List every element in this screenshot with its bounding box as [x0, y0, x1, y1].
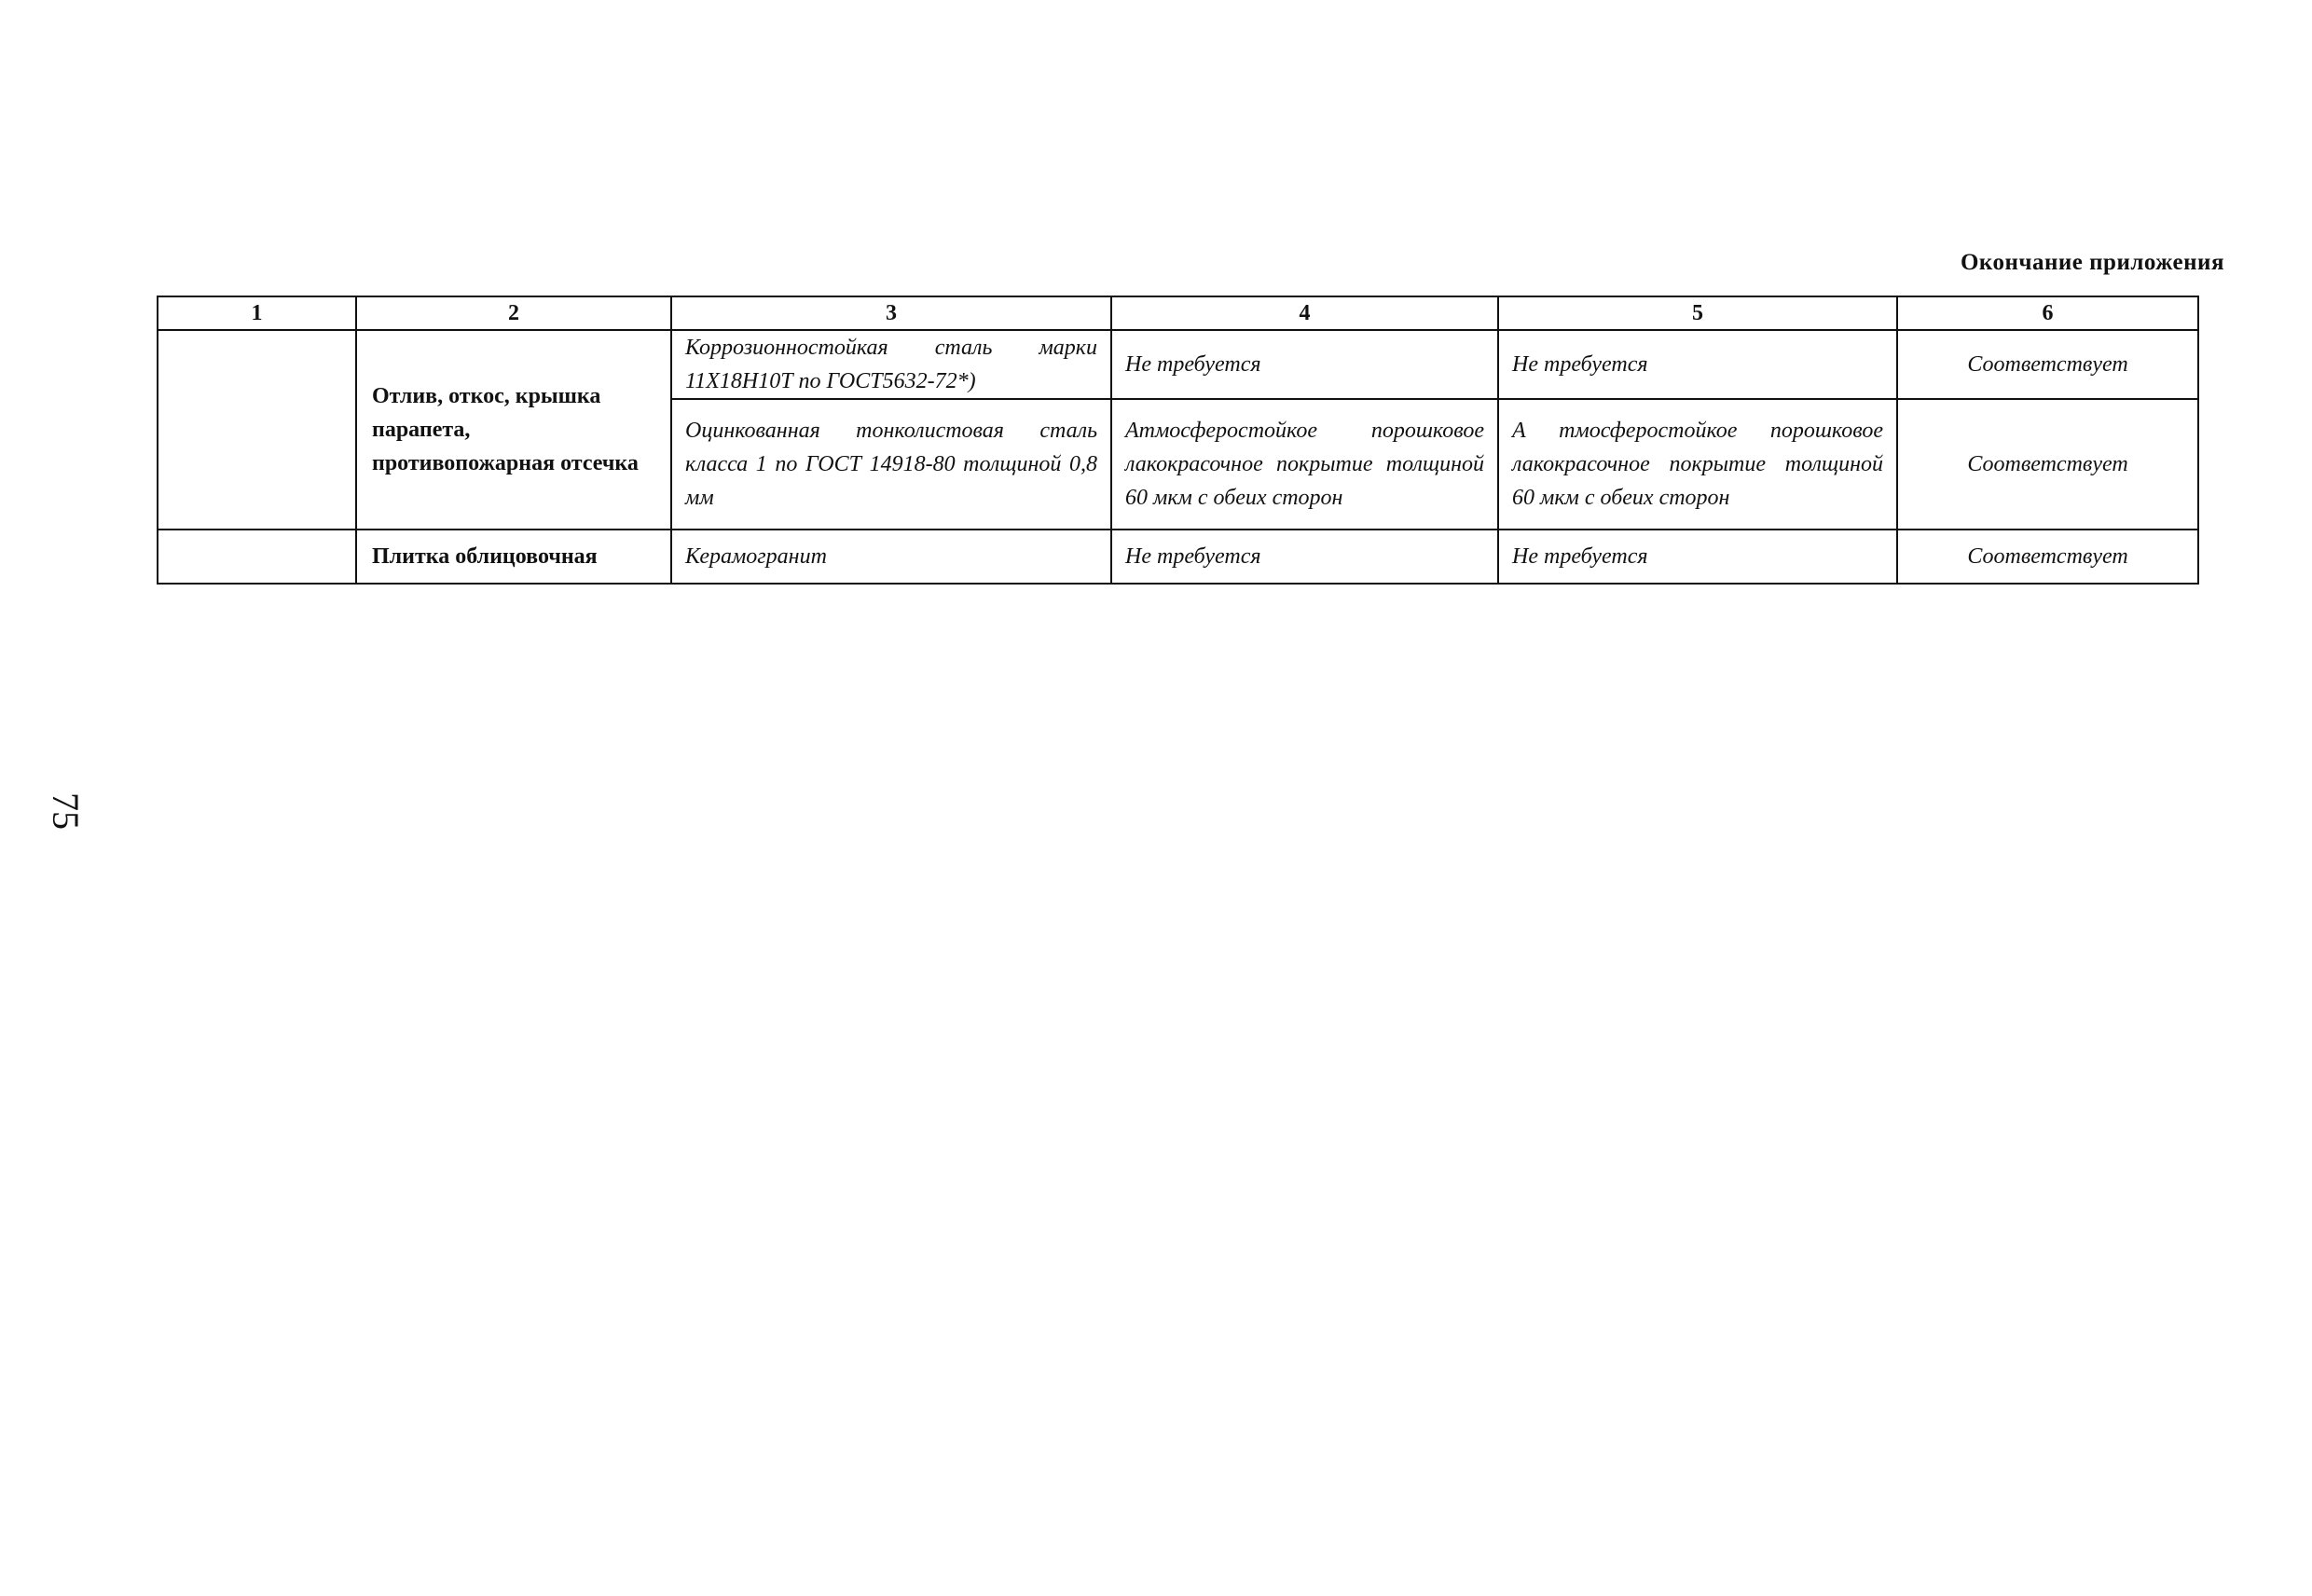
column-header: 4 [1111, 296, 1498, 330]
column-header: 2 [356, 296, 671, 330]
protection-cell: Не требуется [1111, 330, 1498, 399]
element-name-cell: Плитка облицовочная [356, 530, 671, 584]
protection-cell: Не требуется [1498, 530, 1897, 584]
table-row [158, 530, 2198, 584]
material-cell: Коррозионностойкая сталь марки 11Х18Н10Т по ГОСТ5632-72*) [671, 330, 1111, 399]
column-header: 3 [671, 296, 1111, 330]
element-name-cell: Отлив, откос, крышка парапета, противопожарная отсечка [356, 330, 671, 530]
column-header: 1 [158, 296, 356, 330]
table-header-row [158, 296, 2198, 330]
protection-cell: Не требуется [1111, 530, 1498, 584]
column-header: 5 [1498, 296, 1897, 330]
table-cell-col1 [158, 330, 356, 530]
compliance-cell: Соответствует [1897, 399, 2198, 530]
material-cell: Оцинкованная тонколистовая сталь класса 1 по ГОСТ 14918-80 толщиной 0,8 мм [671, 399, 1111, 530]
column-header: 6 [1897, 296, 2198, 330]
compliance-cell: Соответствует [1897, 330, 2198, 399]
page-number: 75 [45, 792, 87, 830]
table-row [158, 330, 2198, 399]
protection-cell: Не требуется [1498, 330, 1897, 399]
table-cell-col1 [158, 530, 356, 584]
compliance-cell: Соответствует [1897, 530, 2198, 584]
material-cell: Керамогранит [671, 530, 1111, 584]
appendix-caption: Окончание приложения [1960, 250, 2224, 275]
appendix-table [157, 296, 2199, 585]
protection-cell: Атмосферостойкое порошковое лакокрасочное покрытие толщиной 60 мкм с обеих сторон [1111, 399, 1498, 530]
protection-cell: А тмосферостойкое порошковое лакокрасочное покрытие толщиной 60 мкм с обеих сторон [1498, 399, 1897, 530]
